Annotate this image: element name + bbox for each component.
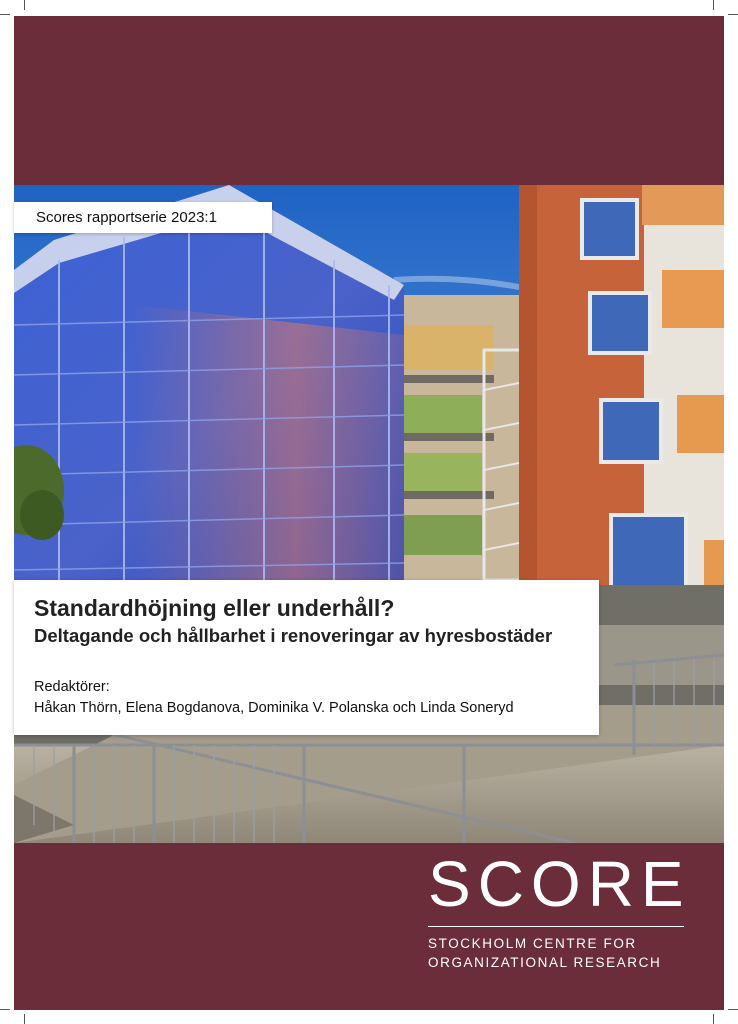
- crop-mark: [24, 0, 25, 10]
- series-label-box: [14, 202, 272, 233]
- editors-names: Håkan Thörn, Elena Bogdanova, Dominika V. Polanska och Linda Soneryd: [34, 700, 514, 716]
- top-color-band: [14, 16, 724, 185]
- report-subtitle: Deltagande och hållbarhet i renoveringar av hyresbostäder: [34, 625, 553, 646]
- logo-divider: [428, 926, 684, 927]
- editors-label: Redaktörer:: [34, 679, 110, 695]
- report-title: Standardhöjning eller underhåll?: [34, 595, 395, 621]
- crop-mark: [728, 1009, 738, 1010]
- renovation-building-illustration: [14, 185, 724, 843]
- logo-tagline-line2: ORGANIZATIONAL RESEARCH: [428, 955, 662, 970]
- crop-mark: [713, 0, 714, 10]
- title-box: [14, 580, 599, 735]
- crop-mark: [713, 1014, 714, 1024]
- crop-mark: [0, 1009, 10, 1010]
- crop-mark: [728, 14, 738, 15]
- series-label: Scores rapportserie 2023:1: [36, 209, 217, 226]
- cover-photo: [14, 185, 724, 843]
- logo-tagline-line1: STOCKHOLM CENTRE FOR: [428, 936, 637, 951]
- score-logo-wordmark: SCORE: [428, 848, 691, 920]
- crop-mark: [0, 14, 10, 15]
- crop-mark: [24, 1014, 25, 1024]
